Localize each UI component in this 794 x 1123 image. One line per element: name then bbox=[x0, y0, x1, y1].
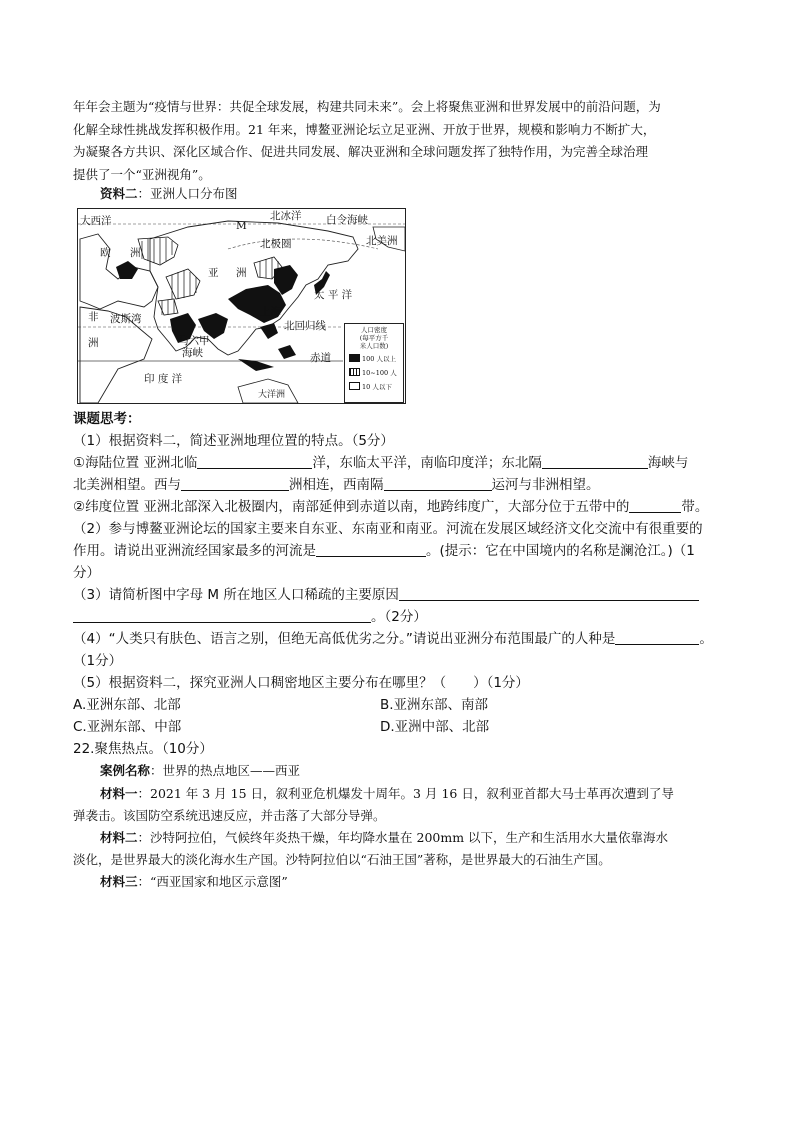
map-label-asia: 亚 bbox=[208, 267, 219, 279]
q4-text: 。 bbox=[699, 631, 713, 647]
option-d[interactable]: D.亚洲中部、北部 bbox=[380, 719, 490, 735]
answer-blank-zone[interactable] bbox=[629, 498, 681, 513]
legend-item-medium bbox=[349, 368, 397, 377]
intro-line: 提供了一个“亚洲视角”。 bbox=[73, 166, 211, 182]
material2-heading bbox=[100, 183, 238, 206]
intro-line: 化解全球性挑战发挥积极作用。21 年来，博鳌亚洲论坛立足亚洲、开放于世界，规模和影响力不断扩大， bbox=[73, 121, 656, 137]
q1a-text: 洋，东临太平洋，南临印度洋；东北隔 bbox=[312, 455, 542, 471]
q1a2-text: 北美洲相望。西与 bbox=[73, 477, 181, 493]
map-label-persian-gulf: 波斯湾 bbox=[110, 313, 142, 325]
asia-population-map bbox=[77, 208, 406, 404]
q3-text: （3）请简析图中字母 M 所在地区人口稀疏的主要原因 bbox=[73, 587, 399, 603]
intro-line: 年年会主题为“疫情与世界：共促全球发展，构建共同未来”。会上将聚焦亚洲和世界发展中的前沿问题，为 bbox=[73, 99, 661, 114]
question-3 bbox=[73, 584, 699, 606]
question-22: 22.聚焦热点。（10分） bbox=[73, 741, 213, 757]
map-label-tropic: 北回归线 bbox=[284, 320, 326, 332]
option-c[interactable]: C.亚洲东部、中部 bbox=[73, 719, 182, 735]
case-title bbox=[100, 760, 300, 783]
material-2-label: 材料二 bbox=[100, 830, 138, 845]
legend-title-line: 人口密度 bbox=[361, 326, 387, 334]
answer-blank-canal[interactable] bbox=[384, 476, 492, 491]
answer-blank-river[interactable] bbox=[316, 542, 426, 557]
question-4 bbox=[73, 628, 713, 650]
question-1-sea-land bbox=[73, 452, 688, 474]
answer-blank-reason-1[interactable] bbox=[399, 586, 699, 601]
q1a2-text: 运河与非洲相望。 bbox=[491, 477, 600, 493]
intro-line: 为凝聚各方共识、深化区域合作、促进共同发展、解决亚洲和全球问题发挥了独特作用，为完善全球治理 bbox=[73, 144, 649, 159]
legend-title-line: 米人口数) bbox=[359, 342, 389, 350]
question-1-latitude bbox=[73, 496, 708, 518]
map-label-europe: 欧 bbox=[100, 247, 111, 259]
question-2-line-3: 分） bbox=[73, 565, 100, 581]
legend-item-label: 10 人以下 bbox=[362, 383, 392, 391]
q1a-text: 海峡与 bbox=[647, 455, 689, 471]
material-2-text: ：沙特阿拉伯，气候终年炎热干燥，年均降水量在 200mm 以下，生产和生活用水大量依靠海水 bbox=[137, 830, 669, 845]
map-label-africa2: 洲 bbox=[88, 337, 99, 349]
answer-blank-strait[interactable] bbox=[542, 454, 648, 469]
map-label-malacca: 马六甲 bbox=[178, 335, 210, 347]
q1a-text: ①海陆位置 亚洲北临 bbox=[73, 455, 198, 471]
map-label-australia: 大洋洲 bbox=[258, 390, 286, 400]
option-a[interactable]: A.亚洲东部、北部 bbox=[73, 697, 181, 713]
legend-item-label: 100 人以上 bbox=[362, 355, 396, 363]
map-label-arctic-ocean: 北冰洋 bbox=[270, 210, 302, 222]
map-label-shanghai: 上海 bbox=[260, 306, 281, 318]
legend-item-high bbox=[349, 354, 396, 363]
map-label-north-america: 北美洲 bbox=[366, 235, 398, 247]
material-1-text: ：2021 年 3 月 15 日，叙利亚危机爆发十周年。3 月 16 日，叙利亚首都大马士革再次遭到了导 bbox=[137, 786, 674, 801]
material-3 bbox=[100, 871, 288, 894]
material-1-label: 材料一 bbox=[100, 786, 138, 801]
case-text: ：世界的热点地区——西亚 bbox=[150, 763, 301, 778]
question-2-line-2 bbox=[73, 540, 695, 562]
legend-swatch-hatched bbox=[349, 368, 360, 376]
legend-title-line: (每平方千 bbox=[359, 334, 389, 342]
material-3-text: ：“西亚国家和地区示意图” bbox=[137, 874, 288, 889]
material-2-line-1 bbox=[100, 827, 668, 850]
question-5: （5）根据资料二，探究亚洲人口稠密地区主要分布在哪里？（ ）（1分） bbox=[73, 675, 529, 691]
question-1-sea-land-2 bbox=[73, 474, 600, 496]
map-label-equator: 赤道 bbox=[310, 352, 331, 364]
answer-blank-race[interactable] bbox=[615, 630, 699, 645]
answer-blank-reason-2[interactable] bbox=[73, 608, 371, 623]
answer-blank-ocean[interactable] bbox=[197, 454, 312, 469]
material-1-line-2: 弹袭击。该国防空系统迅速反应，并击落了大部分导弹。 bbox=[73, 808, 386, 823]
q3-text: 。（2分） bbox=[371, 609, 427, 625]
q2-text: 。(提示：它在中国境内的名称是澜沧江。)（1 bbox=[426, 543, 695, 559]
q1b-text: ②纬度位置 亚洲北部深入北极圈内，南部延伸到赤道以南，地跨纬度广，大部分位于五带中的 bbox=[73, 499, 630, 515]
map-label-arctic-circle: 北极圈 bbox=[260, 238, 292, 250]
map-label-bering: 白令海峡 bbox=[326, 214, 368, 226]
material-3-label: 材料三 bbox=[100, 874, 138, 889]
legend-swatch-empty bbox=[349, 382, 360, 390]
question-1: （1）根据资料二，简述亚洲地理位置的特点。（5分） bbox=[73, 433, 394, 449]
map-label-asia2: 洲 bbox=[236, 267, 247, 279]
map-legend bbox=[344, 323, 404, 403]
material-1-line-1 bbox=[100, 783, 674, 806]
map-label-africa: 非 bbox=[88, 311, 99, 323]
map-label-malacca2: 海峡 bbox=[182, 347, 203, 359]
map-label-atlantic: 大西洋 bbox=[80, 215, 112, 227]
q1b-text: 带。 bbox=[681, 499, 709, 515]
question-3-line-2 bbox=[73, 606, 427, 628]
q1a2-text: 洲相连，西南隔 bbox=[289, 477, 384, 493]
map-label-m: M bbox=[236, 220, 247, 232]
map-label-europe2: 洲 bbox=[130, 247, 141, 259]
question-4-score: （1分） bbox=[73, 653, 123, 669]
q2-text: 作用。请说出亚洲流经国家最多的河流是 bbox=[73, 543, 316, 559]
material-2-line-2: 淡化，是世界最大的淡化海水生产国。沙特阿拉伯以“石油王国”著称，是世界最大的石油生产国。 bbox=[73, 852, 611, 867]
legend-item-label: 10~100 人 bbox=[362, 369, 397, 377]
map-label-pacific: 太 平 洋 bbox=[314, 289, 353, 301]
map-label-indian-ocean: 印 度 洋 bbox=[144, 373, 183, 385]
material2-label: 资料二 bbox=[100, 186, 138, 201]
material2-title: ：亚洲人口分布图 bbox=[137, 186, 238, 201]
case-label: 案例名称 bbox=[100, 763, 151, 778]
legend-item-low bbox=[349, 382, 392, 391]
q4-text: （4）“人类只有肤色、语言之别，但绝无高低优劣之分。”请说出亚洲分布范围最广的人种是 bbox=[73, 631, 616, 647]
intro-paragraph bbox=[73, 96, 723, 186]
answer-blank-continent[interactable] bbox=[181, 476, 289, 491]
question-2-line-1: （2）参与博鳌亚洲论坛的国家主要来自东亚、东南亚和南亚。河流在发展区域经济文化交流中有很重要的 bbox=[73, 521, 703, 537]
thinking-title: 课题思考： bbox=[73, 411, 141, 427]
option-b[interactable]: B.亚洲东部、南部 bbox=[380, 697, 489, 713]
legend-swatch-solid bbox=[349, 354, 360, 362]
